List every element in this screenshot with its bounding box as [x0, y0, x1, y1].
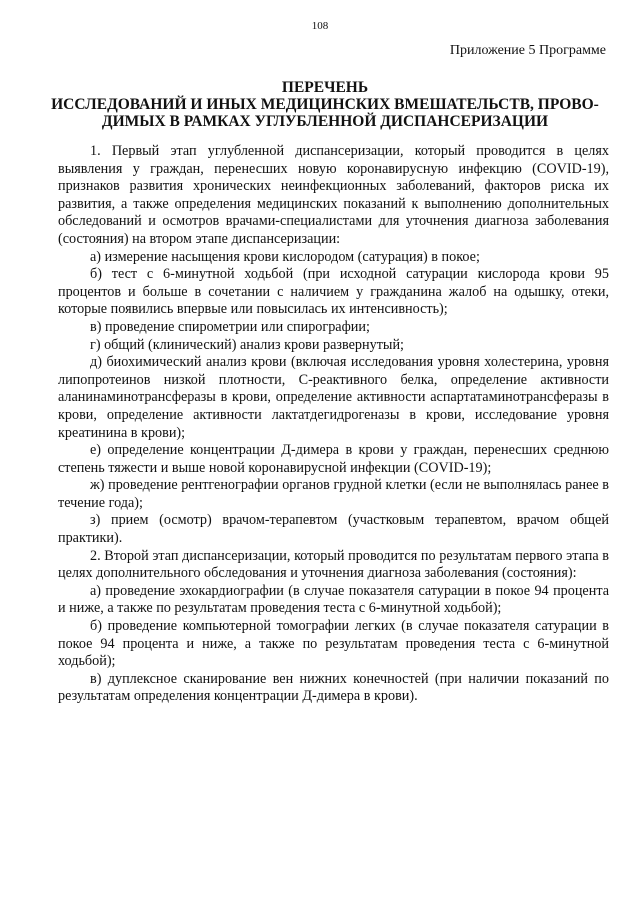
- list-item-1zh: ж) проведение рентгенографии органов грудной клетки (если не выполнялась ранее в течение года);: [58, 477, 609, 511]
- appendix-label: Приложение 5 Программе: [449, 43, 606, 58]
- title-line-3: ДИМЫХ В РАМКАХ УГЛУБЛЕННОЙ ДИСПАНСЕРИЗАЦИИ: [101, 113, 549, 130]
- list-item-2v: в) дуплексное сканирование вен нижних конечностей (при наличии показаний по результатам определения концентрации Д-димера в крови).: [58, 670, 609, 705]
- title-line-2: ИССЛЕДОВАНИЙ И ИНЫХ МЕДИЦИНСКИХ ВМЕШАТЕЛЬСТВ, ПРОВО-: [51, 96, 599, 113]
- list-item-1d: д) биохимический анализ крови (включая исследования уровня холестерина, уровня липопротеинов низкой плотности, С-реактивного белка, определение активности аланинаминотрансферазы в крови, определение активности аспартатаминотрансферазы в крови, определение активности лактатдегидрогеназы в крови, исследование уровня креатинина в крови);: [58, 354, 609, 441]
- list-item-1a: а) измерение насыщения крови кислородом (сатурация) в покое;: [90, 248, 480, 265]
- document-title: [40, 79, 610, 130]
- paragraph-stage-2: 2. Второй этап диспансеризации, который проводится по результатам первого этапа в целях дополнительного обследования и уточнения диагноза заболевания (состояния):: [58, 547, 609, 582]
- list-item-1v: в) проведение спирометрии или спирографии;: [90, 318, 370, 335]
- list-item-1e: е) определение концентрации Д-димера в крови у граждан, перенесших среднюю степень тяжести и выше новой коронавирусной инфекции (COVID-19);: [58, 442, 609, 476]
- list-item-2b: б) проведение компьютерной томографии легких (в случае показателя сатурации в покое 94 процента и ниже, а также по результатам проведения теста с 6-минутной ходьбой);: [58, 618, 609, 670]
- list-item-2a: а) проведение эхокардиографии (в случае показателя сатурации в покое 94 процента и ниже, а также по результатам проведения теста с 6-минутной ходьбой);: [58, 582, 609, 617]
- list-item-1z: з) прием (осмотр) врачом-терапевтом (участковым терапевтом, врачом общей практики).: [58, 512, 609, 547]
- title-line-1: ПЕРЕЧЕНЬ: [281, 79, 369, 96]
- list-item-1g: г) общий (клинический) анализ крови развернутый;: [90, 336, 404, 353]
- paragraph-stage-1: 1. Первый этап углубленной диспансеризации, который проводится в целях выявления у граждан, перенесших новую коронавирусную инфекцию (COVID-19), признаков развития хронических неинфекционных заболеваний, факторов риска их развития, а также определения медицинских показаний к выполнению дополнительных обследований и осмотров врачами-специалистами для уточнения диагноза заболевания (состояния) на втором этапе диспансеризации:: [58, 143, 609, 247]
- page-number: 108: [311, 20, 329, 32]
- list-item-1b: б) тест с 6-минутной ходьбой (при исходной сатурации кислорода крови 95 процентов и больше в сочетании с наличием у гражданина жалоб на одышку, отеки, которые появились впервые или повысилась их интенсивность);: [58, 266, 609, 318]
- document-body: [58, 143, 609, 706]
